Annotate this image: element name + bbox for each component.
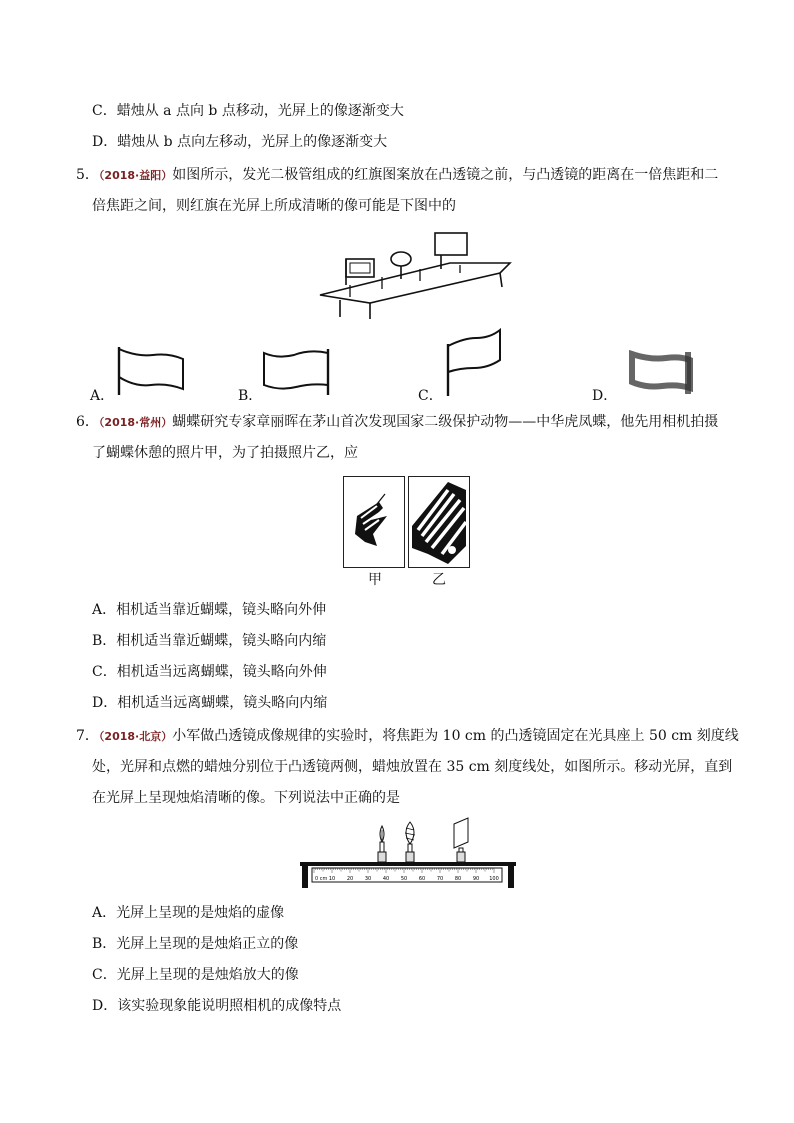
q7-tick-label: 50	[400, 876, 408, 882]
q5-stem-line2: 倍焦距之间，则红旗在光屏上所成清晰的像可能是下图中的	[92, 198, 456, 214]
q7-candle	[378, 826, 386, 862]
q7-option-a: A．光屏上呈现的是烛焰的虚像	[92, 905, 285, 921]
q5-number: 5．	[76, 167, 99, 183]
q6-option-d: D．相机适当远离蝴蝶，镜头略向内缩	[92, 695, 328, 711]
q7-tick-label: 100	[489, 876, 499, 882]
q5-choice-c-label: C．	[418, 388, 443, 404]
q6-photo-jia	[343, 476, 405, 568]
q6-source: （2018·常州）	[98, 416, 173, 429]
q6-stem-line1	[76, 413, 718, 432]
q6-option-a: A．相机适当靠近蝴蝶，镜头略向外伸	[92, 602, 327, 618]
q7-option-b: B．光屏上呈现的是烛焰正立的像	[92, 936, 299, 952]
q4-option-c: C．蜡烛从 a 点向 b 点移动，光屏上的像逐渐变大	[92, 103, 404, 119]
q6-option-b: B．相机适当靠近蝴蝶，镜头略向内缩	[92, 633, 327, 649]
q5-choice-a-flag	[117, 345, 187, 397]
q7-scale-labels	[329, 876, 499, 882]
q7-screen	[454, 818, 468, 862]
q5-stem-line1	[76, 166, 718, 185]
q5-choice-b-flag	[262, 347, 332, 397]
q5-lens	[391, 252, 411, 266]
q5-choice-d-flag	[628, 350, 694, 396]
q7-tick-label: 20	[346, 876, 354, 882]
q6-number: 6．	[76, 414, 99, 430]
q5-choice-c-flag	[444, 328, 504, 398]
q5-choice-d-label: D．	[592, 388, 618, 404]
q6-label-yi: 乙	[432, 572, 446, 588]
q7-stem-line2: 处，光屏和点燃的蜡烛分别位于凸透镜两侧，蜡烛放置在 35 cm 刻度线处，如图所示。移动光屏，直到	[92, 759, 733, 775]
q7-tick-label: 30	[364, 876, 372, 882]
q7-stem-line1	[76, 727, 739, 746]
q7-tick-label: 60	[418, 876, 426, 882]
q7-lens	[405, 822, 415, 862]
q7-option-d: D．该实验现象能说明照相机的成像特点	[92, 998, 342, 1014]
q7-number: 7．	[76, 728, 99, 744]
q5-bench-diagram	[310, 225, 510, 325]
q7-tick-label: 10	[328, 876, 336, 882]
q6-option-c: C．相机适当远离蝴蝶，镜头略向外伸	[92, 664, 327, 680]
q5-source: （2018·益阳）	[98, 169, 173, 182]
q4-option-d: D．蜡烛从 b 点向左移动，光屏上的像逐渐变大	[92, 134, 388, 150]
q6-photo-yi	[408, 476, 470, 568]
q7-text1: 小军做凸透镜成像规律的实验时，将焦距为 10 cm 的凸透镜固定在光具座上 50 cm 刻度线	[172, 728, 739, 744]
q7-tick-label: 40	[382, 876, 390, 882]
q7-tick-label: 90	[472, 876, 480, 882]
q7-stem-line3: 在光屏上呈现烛焰清晰的像。下列说法中正确的是	[92, 790, 400, 806]
q7-optical-bench	[298, 818, 518, 890]
q6-text1: 蝴蝶研究专家章丽晖在茅山首次发现国家二级保护动物——中华虎凤蝶，他先用相机拍摄	[172, 414, 719, 430]
q6-stem-line2: 了蝴蝶休憩的照片甲，为了拍摄照片乙，应	[92, 445, 358, 461]
q7-source: （2018·北京）	[98, 730, 173, 743]
q5-choice-b-label: B．	[238, 388, 263, 404]
q5-screen	[435, 233, 467, 255]
q5-text1: 如图所示，发光二极管组成的红旗图案放在凸透镜之前，与凸透镜的距离在一倍焦距和二	[172, 167, 719, 183]
q7-tick-label: 70	[436, 876, 444, 882]
q7-tick-label: 80	[454, 876, 462, 882]
q7-scale-unit: 0 cm	[315, 876, 328, 882]
q6-label-jia: 甲	[368, 572, 382, 588]
q5-choice-a-label: A．	[90, 388, 115, 404]
q7-option-c: C．光屏上呈现的是烛焰放大的像	[92, 967, 299, 983]
